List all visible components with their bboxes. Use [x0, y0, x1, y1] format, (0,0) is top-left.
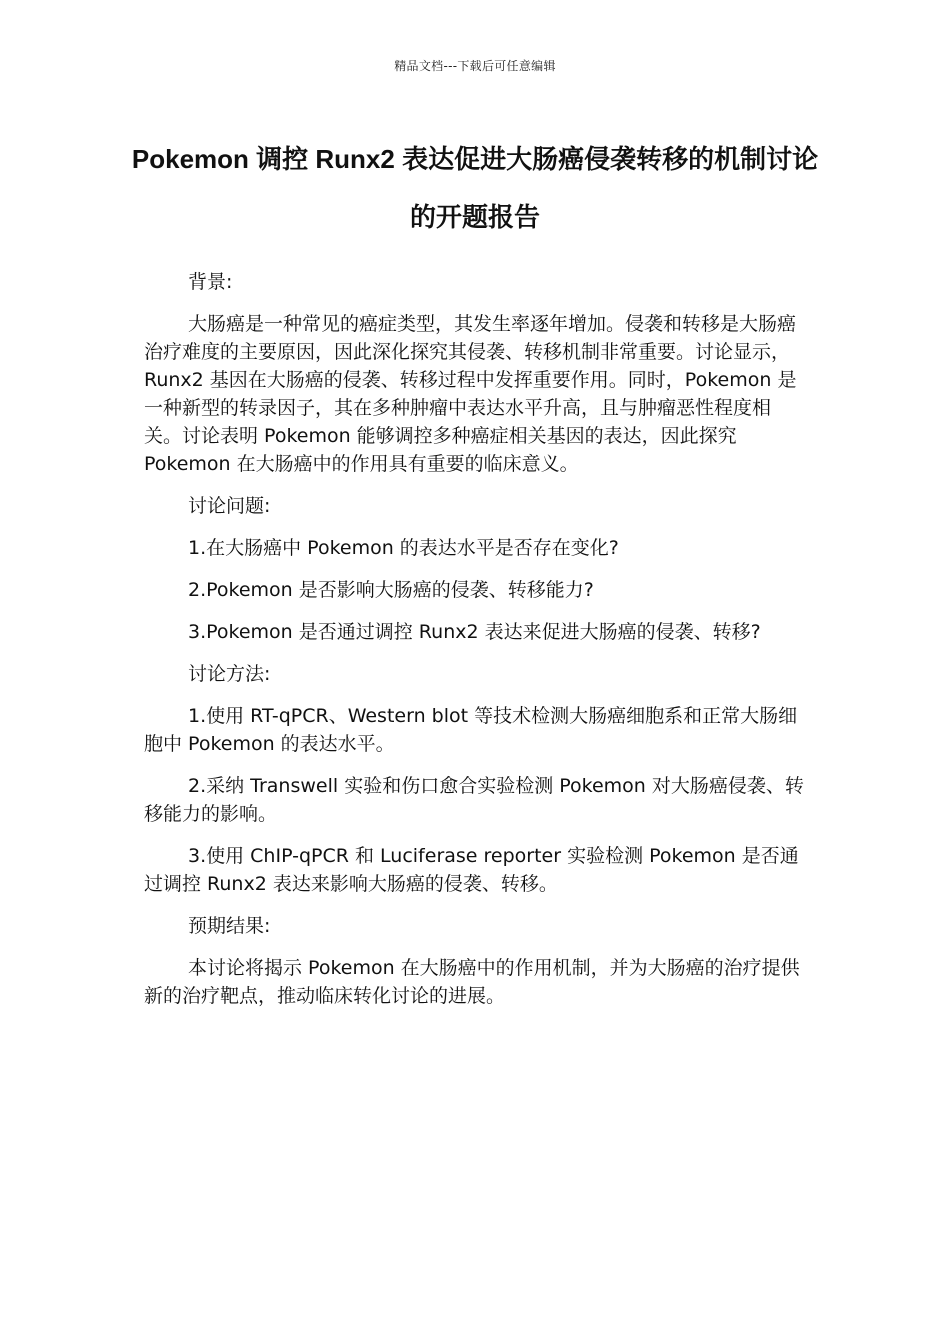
section-heading-background: 背景: [188, 271, 233, 293]
page-header-note: 精品文档---下载后可任意编辑 [394, 59, 556, 73]
method-item: 1.使用 RT-qPCR、Western blot 等技术检测大肠癌细胞系和正常大肠细胞中 Pokemon 的表达水平。 [144, 705, 798, 755]
section-heading-methods: 讨论方法: [188, 663, 271, 685]
question-item: 1.在大肠癌中 Pokemon 的表达水平是否存在变化? [188, 537, 619, 559]
question-item: 2.Pokemon 是否影响大肠癌的侵袭、转移能力? [188, 579, 594, 601]
method-item: 3.使用 ChIP-qPCR 和 Luciferase reporter 实验检测 Pokemon 是否通过调控 Runx2 表达来影响大肠癌的侵袭、转移。 [144, 845, 799, 895]
method-item: 2.采纳 Transwell 实验和伤口愈合实验检测 Pokemon 对大肠癌侵袭、转移能力的影响。 [144, 775, 804, 825]
document-title: Pokemon 调控 Runx2 表达促进大肠癌侵袭转移的机制讨论的开题报告 [131, 144, 819, 232]
question-item: 3.Pokemon 是否通过调控 Runx2 表达来促进大肠癌的侵袭、转移? [188, 621, 761, 643]
section-heading-expected-results: 预期结果: [188, 915, 271, 937]
document-body [144, 268, 808, 1024]
expected-results-paragraph: 本讨论将揭示 Pokemon 在大肠癌中的作用机制，并为大肠癌的治疗提供新的治疗靶点，推动临床转化讨论的进展。 [144, 957, 800, 1007]
section-heading-questions: 讨论问题: [188, 495, 271, 517]
background-paragraph: 大肠癌是一种常见的癌症类型，其发生率逐年增加。侵袭和转移是大肠癌治疗难度的主要原因，因此深化探究其侵袭、转移机制非常重要。讨论显示，Runx2 基因在大肠癌的侵袭、转移过程中发挥重要作用。同时，Pokemon 是一种新型的转录因子，其在多种肿瘤中表达水平升高，且与肿瘤恶性程度相关。讨论表明 Pokemon 能够调控多种癌症相关基因的表达，因此探究 Pokemon 在大肠癌中的作用具有重要的临床意义。 [144, 313, 797, 475]
